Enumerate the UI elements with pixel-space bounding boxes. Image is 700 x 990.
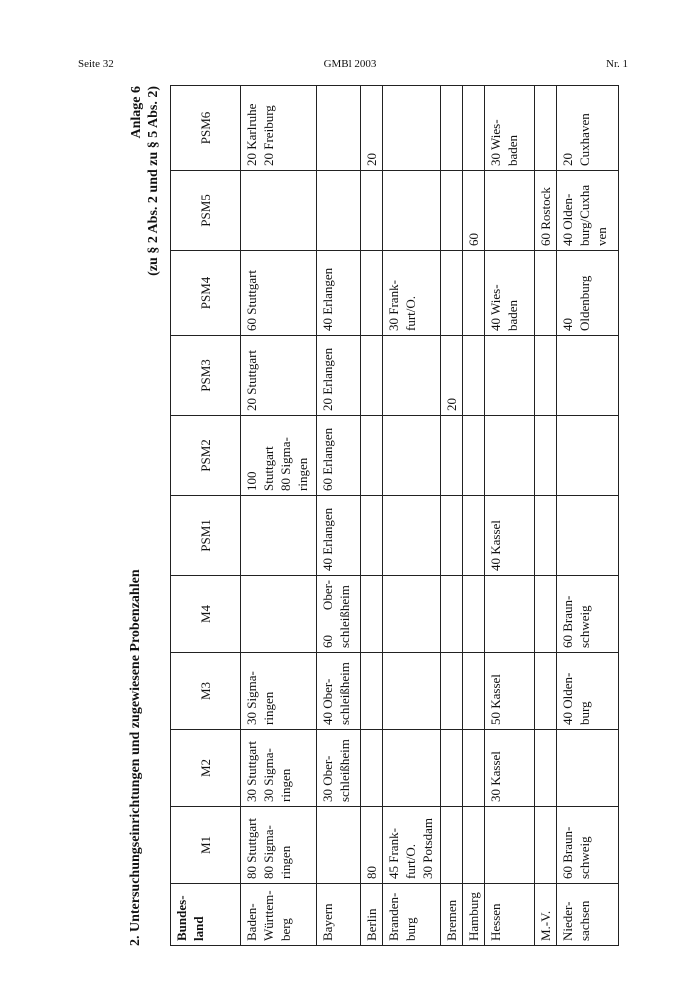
cell-psm1 [557, 496, 619, 576]
cell-psm4: 40 Wies- baden [485, 251, 535, 336]
cell-psm6 [463, 86, 485, 171]
cell-psm2 [557, 416, 619, 496]
cell-psm3 [383, 336, 441, 416]
cell-m1: 45 Frank- furt/O. 30 Potsdam [383, 807, 441, 884]
cell-m1 [485, 807, 535, 884]
cell-m2 [557, 730, 619, 807]
table-row [361, 86, 383, 946]
cell-m4 [441, 576, 463, 653]
table-row [463, 86, 485, 946]
cell-m2 [535, 730, 557, 807]
cell-m2: 30 Ober- schleißheim [317, 730, 361, 807]
cell-psm2 [463, 416, 485, 496]
cell-psm2 [361, 416, 383, 496]
table-row [485, 86, 535, 946]
cell-psm4 [441, 251, 463, 336]
table-row [535, 86, 557, 946]
cell-m1: 80 [361, 807, 383, 884]
land-cell: Bremen [441, 884, 463, 946]
cell-psm6 [441, 86, 463, 171]
table-row [317, 86, 361, 946]
cell-m3 [535, 653, 557, 730]
col-header-psm6: PSM6 [171, 86, 241, 171]
section-title: 2. Untersuchungseinrichtungen und zugewiesene Probenzahlen [128, 569, 143, 946]
cell-psm1 [535, 496, 557, 576]
cell-m2 [361, 730, 383, 807]
cell-psm5 [317, 171, 361, 251]
cell-psm4: 40 Erlangen [317, 251, 361, 336]
publication-title: GMBl 2003 [323, 58, 377, 70]
cell-m1 [463, 807, 485, 884]
cell-psm5: 40 Olden- burg/Cuxha ven [557, 171, 619, 251]
cell-m3 [463, 653, 485, 730]
cell-psm6: 20 [361, 86, 383, 171]
cell-psm5 [441, 171, 463, 251]
cell-m3 [383, 653, 441, 730]
cell-m4 [383, 576, 441, 653]
annex-title: Anlage 6 [129, 86, 144, 139]
cell-psm2: 60 Erlangen [317, 416, 361, 496]
cell-psm3 [485, 336, 535, 416]
cell-psm3 [463, 336, 485, 416]
cell-psm6: 30 Wies- baden [485, 86, 535, 171]
land-cell: Hamburg [463, 884, 485, 946]
cell-psm5 [361, 171, 383, 251]
col-header-psm5: PSM5 [171, 171, 241, 251]
cell-psm4: 30 Frank- furt/O. [383, 251, 441, 336]
cell-m2 [463, 730, 485, 807]
cell-m1: 80 Stuttgart 80 Sigma- ringen [241, 807, 317, 884]
col-header-land: Bundes- land [171, 884, 241, 946]
cell-m1 [535, 807, 557, 884]
land-cell: Baden- Württem- berg [241, 884, 317, 946]
cell-psm6 [535, 86, 557, 171]
cell-m3: 40 Olden- burg [557, 653, 619, 730]
cell-psm4 [463, 251, 485, 336]
cell-psm5: 60 [463, 171, 485, 251]
table-row [241, 86, 317, 946]
issue-number: Nr. 1 [606, 58, 628, 70]
annex-label [128, 86, 162, 276]
cell-m1: 60 Braun- schweig [557, 807, 619, 884]
col-header-m4: M4 [171, 576, 241, 653]
col-header-psm4: PSM4 [171, 251, 241, 336]
cell-psm6: 20 Cuxhaven [557, 86, 619, 171]
sample-allocation-table [170, 85, 619, 946]
page-number: Seite 32 [78, 58, 114, 70]
cell-m4 [485, 576, 535, 653]
cell-psm2 [535, 416, 557, 496]
cell-psm2: 100 Stuttgart 80 Sigma- ringen [241, 416, 317, 496]
cell-m4 [361, 576, 383, 653]
cell-m4 [535, 576, 557, 653]
cell-m2 [441, 730, 463, 807]
land-cell: Nieder- sachsen [557, 884, 619, 946]
cell-m4 [463, 576, 485, 653]
cell-psm1 [241, 496, 317, 576]
table-row [383, 86, 441, 946]
land-cell: M.-V. [535, 884, 557, 946]
cell-m4: 60 Ober- schleißheim [317, 576, 361, 653]
cell-psm1 [361, 496, 383, 576]
cell-m3 [441, 653, 463, 730]
cell-psm1: 40 Erlangen [317, 496, 361, 576]
col-header-psm2: PSM2 [171, 416, 241, 496]
cell-psm4 [361, 251, 383, 336]
land-cell: Hessen [485, 884, 535, 946]
cell-psm6 [317, 86, 361, 171]
cell-psm5: 60 Rostock [535, 171, 557, 251]
table-row [441, 86, 463, 946]
cell-psm3: 20 [441, 336, 463, 416]
cell-psm1 [441, 496, 463, 576]
col-header-m3: M3 [171, 653, 241, 730]
col-header-psm3: PSM3 [171, 336, 241, 416]
cell-psm1 [383, 496, 441, 576]
cell-m2: 30 Kassel [485, 730, 535, 807]
col-header-m1: M1 [171, 807, 241, 884]
annex-reference: (zu § 2 Abs. 2 und zu § 5 Abs. 2) [146, 86, 161, 276]
cell-psm2 [383, 416, 441, 496]
cell-m3: 40 Ober- schleißheim [317, 653, 361, 730]
cell-psm1 [463, 496, 485, 576]
table-row [557, 86, 619, 946]
rotated-content [128, 86, 609, 946]
cell-m1 [441, 807, 463, 884]
cell-psm5 [383, 171, 441, 251]
land-cell: Berlin [361, 884, 383, 946]
cell-psm2 [485, 416, 535, 496]
cell-psm2 [441, 416, 463, 496]
cell-m3: 50 Kassel [485, 653, 535, 730]
land-cell: Bayern [317, 884, 361, 946]
cell-psm5 [485, 171, 535, 251]
cell-psm3 [361, 336, 383, 416]
header-row [171, 86, 241, 946]
cell-m2: 30 Stuttgart 30 Sigma- ringen [241, 730, 317, 807]
cell-m2 [383, 730, 441, 807]
cell-psm6 [383, 86, 441, 171]
cell-psm4 [535, 251, 557, 336]
cell-psm5 [241, 171, 317, 251]
cell-psm3 [557, 336, 619, 416]
cell-m3 [361, 653, 383, 730]
cell-psm3: 20 Erlangen [317, 336, 361, 416]
cell-psm3: 20 Stuttgart [241, 336, 317, 416]
cell-psm1: 40 Kassel [485, 496, 535, 576]
cell-m1 [317, 807, 361, 884]
cell-psm4: 40 Oldenburg [557, 251, 619, 336]
cell-psm3 [535, 336, 557, 416]
col-header-psm1: PSM1 [171, 496, 241, 576]
cell-m4 [241, 576, 317, 653]
cell-psm4: 60 Stuttgart [241, 251, 317, 336]
cell-m3: 30 Sigma- ringen [241, 653, 317, 730]
land-cell: Branden- burg [383, 884, 441, 946]
cell-psm6: 20 Karlruhe 20 Freiburg [241, 86, 317, 171]
cell-m4: 60 Braun- schweig [557, 576, 619, 653]
col-header-m2: M2 [171, 730, 241, 807]
